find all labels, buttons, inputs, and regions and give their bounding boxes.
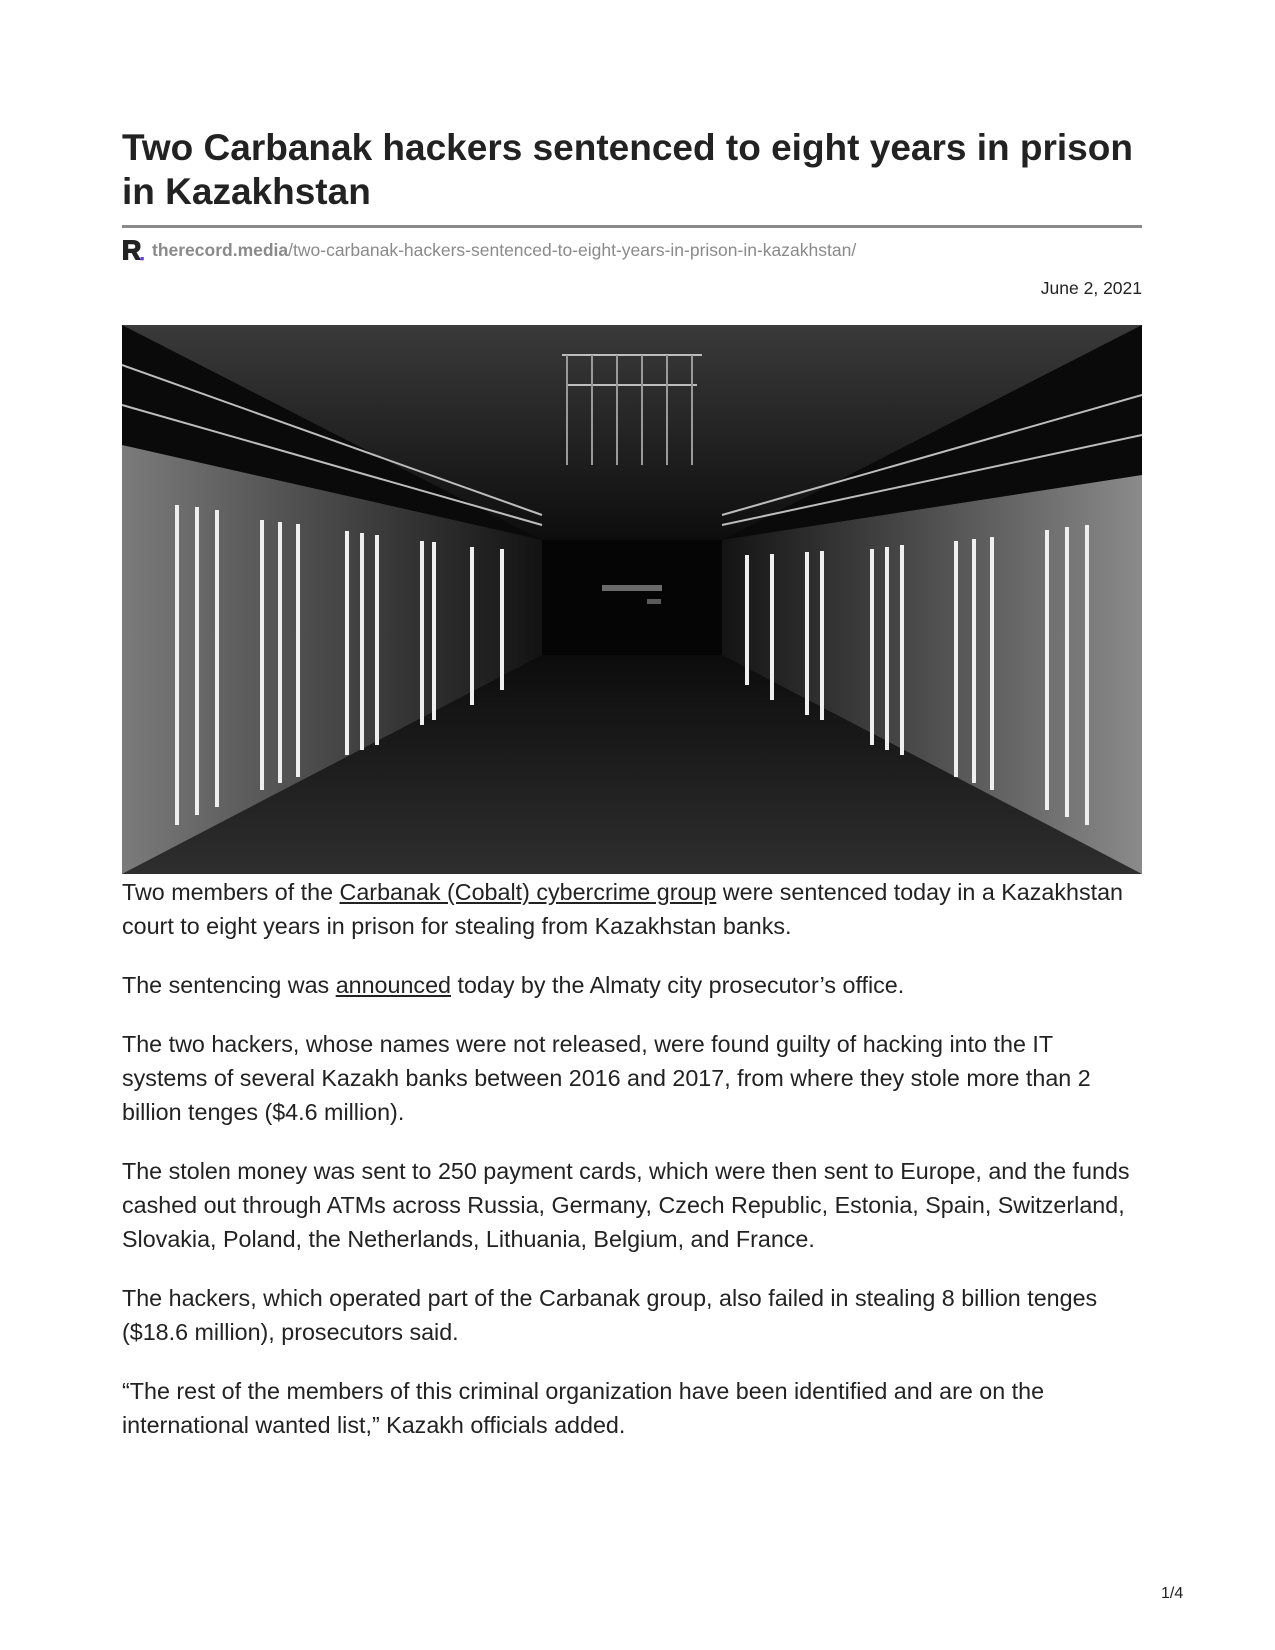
carbanak-group-link[interactable]: Carbanak (Cobalt) cybercrime group bbox=[339, 879, 717, 905]
source-url[interactable] bbox=[122, 238, 856, 262]
title-divider bbox=[122, 225, 1142, 228]
paragraph-1: Two members of the Carbanak (Cobalt) cybercrime group were sentenced today in a Kazakhstan court to eight years in prison for stealing from Kazakhstan banks. bbox=[122, 879, 1123, 939]
paragraph-4: The stolen money was sent to 250 payment cards, which were then sent to Europe, and the funds cashed out through ATMs across Russia, Germany, Czech Republic, Estonia, Spain, Switzerland, Slovakia, Poland, the Netherlands, Lithuania, Belgium, and France. bbox=[122, 1158, 1130, 1252]
page-number: 1/4 bbox=[1161, 1585, 1184, 1602]
source-domain[interactable]: therecord.media bbox=[152, 239, 289, 260]
article-body bbox=[122, 875, 1142, 1467]
prison-corridor-photo bbox=[122, 325, 1142, 874]
the-record-logo-icon bbox=[122, 238, 144, 262]
paragraph-3: The two hackers, whose names were not released, were found guilty of hacking into the IT systems of several Kazakh banks between 2016 and 2017, from where they stole more than 2 billion tenges ($4.6 million). bbox=[122, 1031, 1091, 1125]
paragraph-2: The sentencing was announced today by the Almaty city prosecutor’s office. bbox=[122, 972, 905, 998]
article-title: Two Carbanak hackers sentenced to eight years in prison in Kazakhstan bbox=[122, 127, 1133, 212]
paragraph-6: “The rest of the members of this criminal organization have been identified and are on the international wanted list,” Kazakh officials added. bbox=[122, 1378, 1045, 1438]
announced-link[interactable]: announced bbox=[335, 972, 451, 998]
publish-date: June 2, 2021 bbox=[1040, 278, 1142, 298]
paragraph-5: The hackers, which operated part of the Carbanak group, also failed in stealing 8 billion tenges ($18.6 million), prosecutors said. bbox=[122, 1285, 1098, 1345]
source-path[interactable]: /two-carbanak-hackers-sentenced-to-eight-years-in-prison-in-kazakhstan/ bbox=[288, 239, 857, 260]
